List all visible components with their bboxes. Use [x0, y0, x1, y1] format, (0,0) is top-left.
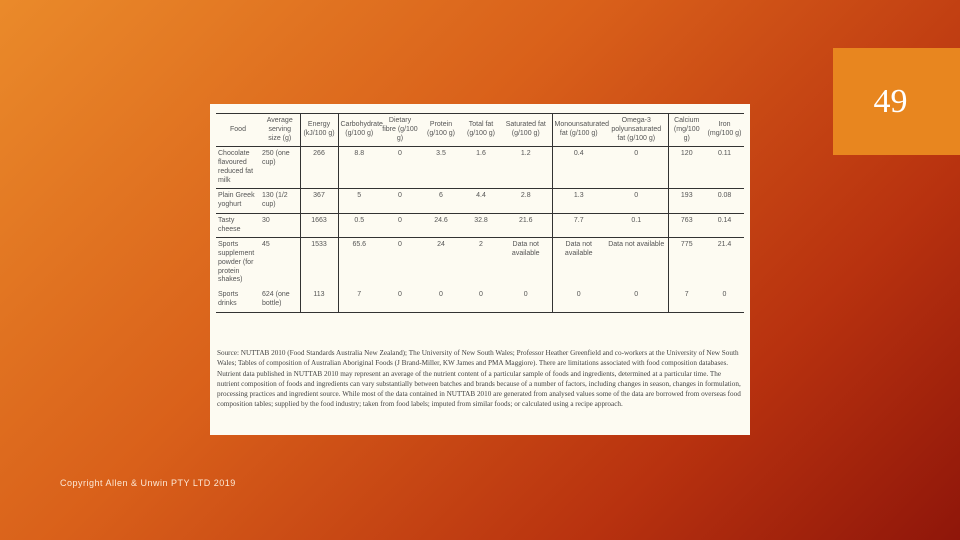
table-cell: 2.8 — [500, 189, 552, 214]
column-header: Omega-3 polyunsaturated fat (g/100 g) — [605, 114, 668, 147]
food-name-cell: Tasty cheese — [216, 213, 260, 238]
table-cell: 0 — [479, 291, 483, 298]
table-cell: 24.6 — [420, 213, 462, 238]
column-header: Monounsaturated fat (g/100 g) — [552, 114, 605, 147]
column-header: Dietary fibre (g/100 g) — [380, 114, 420, 147]
table-cell: 7 — [338, 288, 380, 312]
table-cell: Data not available — [511, 241, 540, 257]
table-cell: 6 — [420, 189, 462, 214]
table-cell: 0 — [380, 213, 420, 238]
table-cell: 120 — [668, 147, 705, 189]
table-cell: 2 — [479, 241, 483, 249]
table-cell: 0 — [380, 189, 420, 214]
table-cell: 0 — [398, 291, 402, 298]
column-header: Calcium (mg/100 g) — [668, 114, 705, 147]
table-row — [216, 147, 744, 189]
table-cell: 7 — [668, 288, 705, 312]
column-header: Total fat (g/100 g) — [462, 114, 500, 147]
column-header: Average serving size (g) — [260, 114, 300, 147]
table-cell: 0 — [605, 189, 668, 214]
table-cell: 1533 — [300, 238, 338, 288]
table-row — [216, 238, 744, 288]
column-header: Food — [216, 114, 260, 147]
table-cell: 775 — [668, 238, 705, 288]
table-cell: 0 — [523, 291, 528, 298]
table-cell: 5 — [338, 189, 380, 214]
table-cell: 0 — [552, 288, 605, 312]
table-cell: Data not available — [552, 238, 605, 288]
table-cell: 0 — [722, 291, 727, 298]
source-note: Source: NUTTAB 2010 (Food Standards Australia New Zealand); The University of New South Wales; Professor Heather Greenfield and co-workers at the University of New South Wales; Tables of composition of Australian Aboriginal Foods (J Brand-Miller, KW James and PMA Maggiore). There are limitations associated with food composition databases. Nutrient data published in NUTTAB 2010 may represent an average of the nutrient content of a particular sample of foods and ingredients, determined at a particular time. The nutrient composition of foods and ingredients can vary substantially between batches and brands because of a number of factors, including changes in season, changes in formulation, processing practices and ingredient source. While most of the data contained in NUTTAB 2010 are generated from analysed values some of the data are borrowed from overseas food composition tables; supplied by the food industry; taken from food labels; imputed from similar foods; or calculated using a recipe approach. — [217, 349, 741, 409]
table-cell: 0.08 — [705, 189, 744, 214]
table-cell: 0 — [439, 291, 443, 298]
slide-number-box — [833, 48, 960, 155]
table-row — [216, 288, 744, 312]
table-cell: 3.5 — [420, 147, 462, 189]
food-name-cell: Plain Greek yoghurt — [216, 189, 260, 214]
food-name-cell: Sports drinks — [218, 291, 239, 307]
column-header: Iron (mg/100 g) — [705, 114, 744, 147]
table-cell: 0 — [605, 147, 668, 189]
nutrition-table-figure — [210, 104, 750, 435]
column-header: Protein (g/100 g) — [420, 114, 462, 147]
table-cell: 1.6 — [462, 147, 500, 189]
table-cell: 24 — [437, 241, 445, 249]
table-cell: 130 (1/2 cup) — [260, 189, 300, 214]
nutrition-table — [216, 113, 744, 313]
column-header: Carbohydrate (g/100 g) — [338, 114, 380, 147]
table-row — [216, 189, 744, 214]
table-cell: 0 — [380, 147, 420, 189]
food-name-cell: Chocolate flavoured reduced fat milk — [216, 147, 260, 189]
table-cell: 0.14 — [705, 213, 744, 238]
table-cell: 0.1 — [605, 213, 668, 238]
table-cell: 367 — [300, 189, 338, 214]
table-cell: 0.4 — [552, 147, 605, 189]
copyright-text: Copyright Allen & Unwin PTY LTD 2019 — [60, 478, 236, 488]
table-cell: 0 — [398, 241, 402, 249]
table-cell: 0.11 — [705, 147, 744, 189]
table-cell: 266 — [300, 147, 338, 189]
table-cell: 21.6 — [500, 213, 552, 238]
table-cell: 32.8 — [462, 213, 500, 238]
table-cell: 45 — [262, 241, 270, 249]
table-cell: 4.4 — [462, 189, 500, 214]
slide-number: 49 — [873, 82, 908, 120]
table-cell: 193 — [668, 189, 705, 214]
table-cell: 0 — [634, 291, 639, 298]
column-header: Energy (kJ/100 g) — [300, 114, 338, 147]
table-cell: 1.3 — [552, 189, 605, 214]
table-cell: 8.8 — [338, 147, 380, 189]
table-cell: 7.7 — [552, 213, 605, 238]
table-cell: 1.2 — [500, 147, 552, 189]
food-name-cell: Sports supplement powder (for protein shakes) — [218, 241, 255, 284]
table-cell: 65.6 — [338, 238, 380, 288]
table-cell: Data not available — [608, 241, 665, 249]
table-cell: 624 (one bottle) — [262, 291, 290, 307]
column-header: Saturated fat (g/100 g) — [500, 114, 552, 147]
table-cell: 1663 — [300, 213, 338, 238]
table-cell: 0.5 — [338, 213, 380, 238]
table-row — [216, 213, 744, 238]
table-cell: 21.4 — [717, 241, 732, 249]
table-cell: 763 — [668, 213, 705, 238]
table-cell: 113 — [300, 288, 338, 312]
table-cell: 250 (one cup) — [260, 147, 300, 189]
table-cell: 30 — [260, 213, 300, 238]
